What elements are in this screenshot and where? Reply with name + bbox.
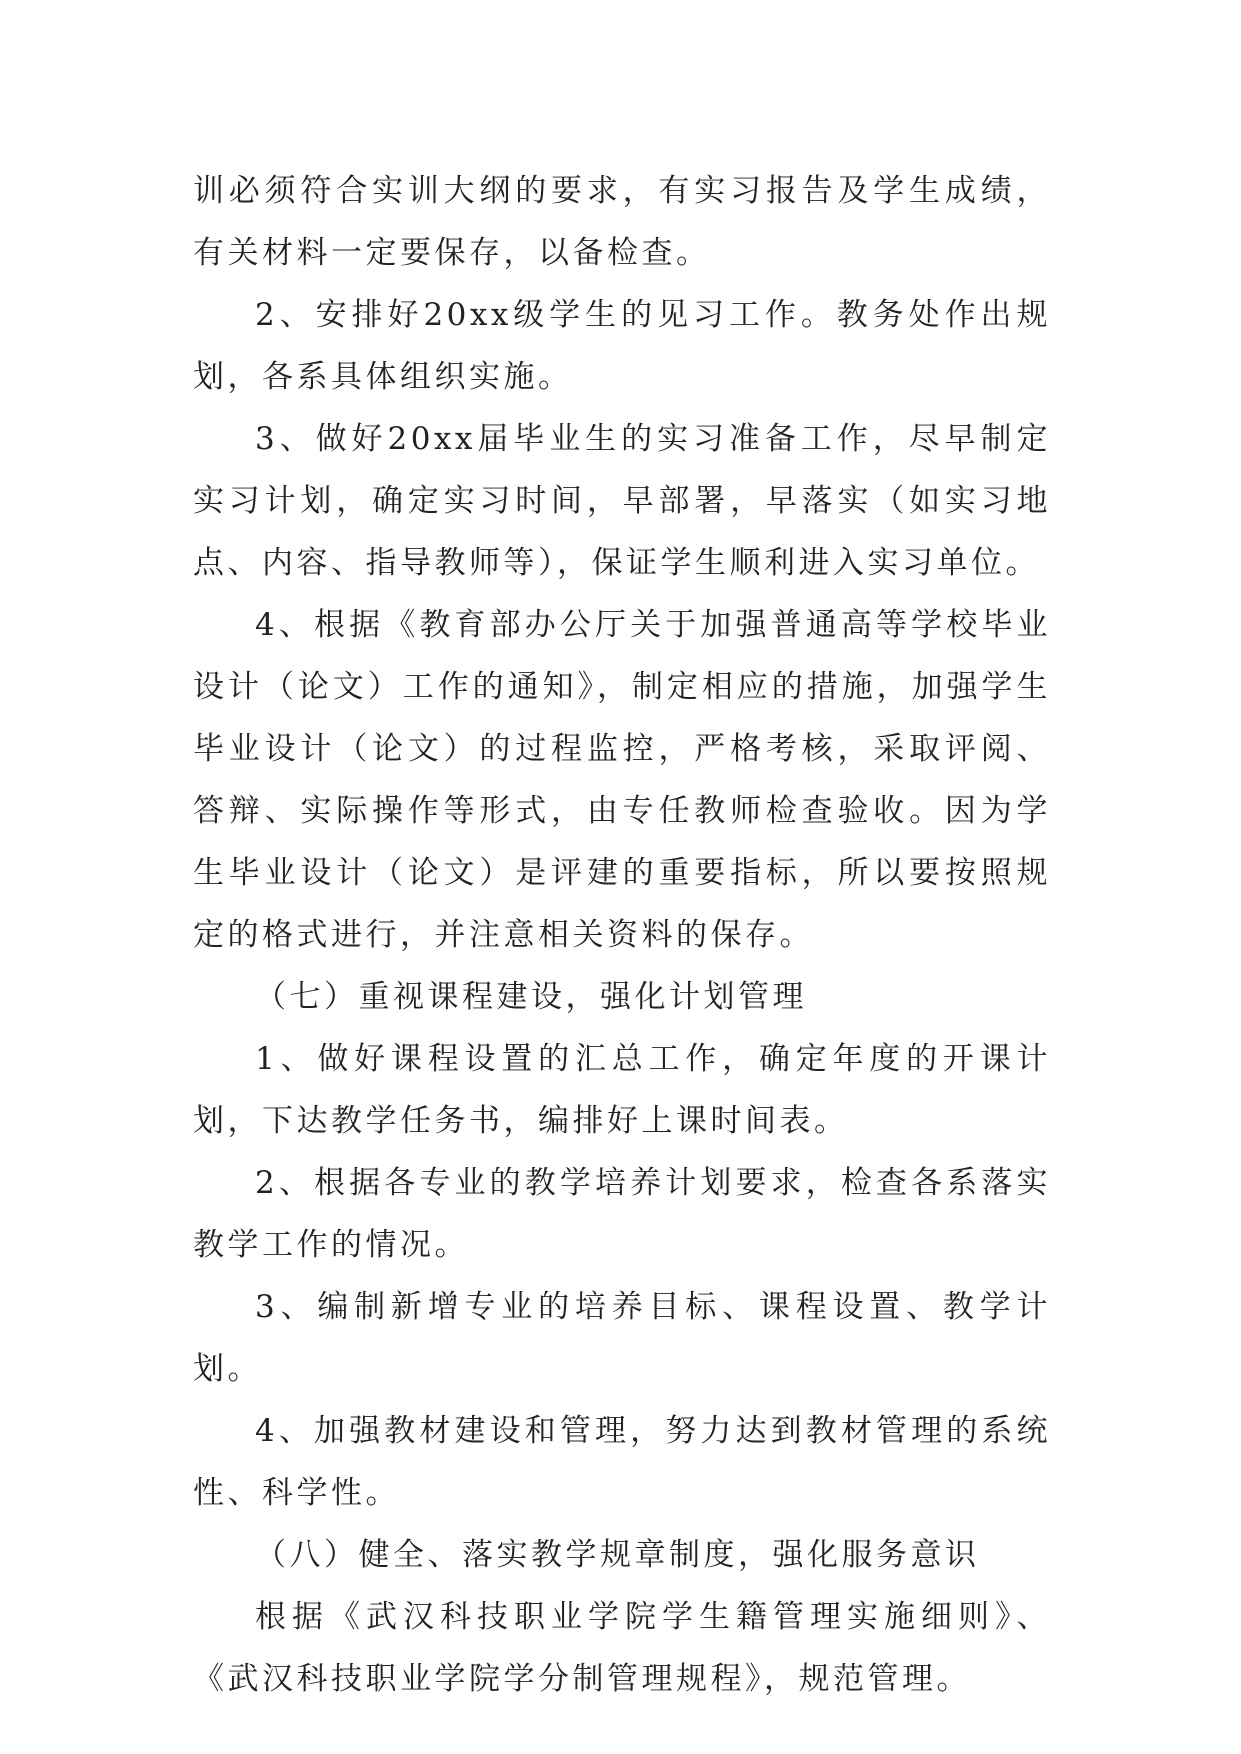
paragraph-item-3-graduate-internship: 3、做好20xx届毕业生的实习准备工作，尽早制定实习计划，确定实习时间，早部署，早落实（如实习地点、内容、指导教师等），保证学生顺利进入实习单位。 — [193, 421, 1051, 581]
section-heading-8: （八）健全、落实教学规章制度，强化服务意识 — [255, 1537, 980, 1573]
paragraph-item-4-graduation-design: 4、根据《教育部办公厅关于加强普通高等学校毕业设计（论文）工作的通知》，制定相应的措施，加强学生毕业设计（论文）的过程监控，严格考核，采取评阅、答辩、实际操作等形式，由专任教师检查验收。因为学生毕业设计（论文）是评建的重要指标，所以要按照规定的格式进行，并注意相关资料的保存。 — [193, 607, 1051, 953]
section-heading-7: （七）重视课程建设，强化计划管理 — [255, 979, 807, 1015]
paragraph-regulations: 根据《武汉科技职业学院学生籍管理实施细则》、《武汉科技职业学院学分制管理规程》，规范管理。 — [193, 1599, 1051, 1697]
paragraph-item-2-teaching-plan: 2、根据各专业的教学培养计划要求，检查各系落实教学工作的情况。 — [193, 1165, 1051, 1263]
paragraph-item-2-internship: 2、安排好20xx级学生的见习工作。教务处作出规划，各系具体组织实施。 — [193, 297, 1051, 395]
document-body — [193, 160, 1051, 1710]
paragraph-item-3-new-major: 3、编制新增专业的培养目标、课程设置、教学计划。 — [193, 1289, 1051, 1387]
paragraph-continued: 训必须符合实训大纲的要求，有实习报告及学生成绩，有关材料一定要保存，以备检查。 — [193, 173, 1051, 271]
paragraph-item-1-course-setup: 1、做好课程设置的汇总工作，确定年度的开课计划，下达教学任务书，编排好上课时间表。 — [193, 1041, 1051, 1139]
paragraph-item-4-textbook: 4、加强教材建设和管理，努力达到教材管理的系统性、科学性。 — [193, 1413, 1051, 1511]
